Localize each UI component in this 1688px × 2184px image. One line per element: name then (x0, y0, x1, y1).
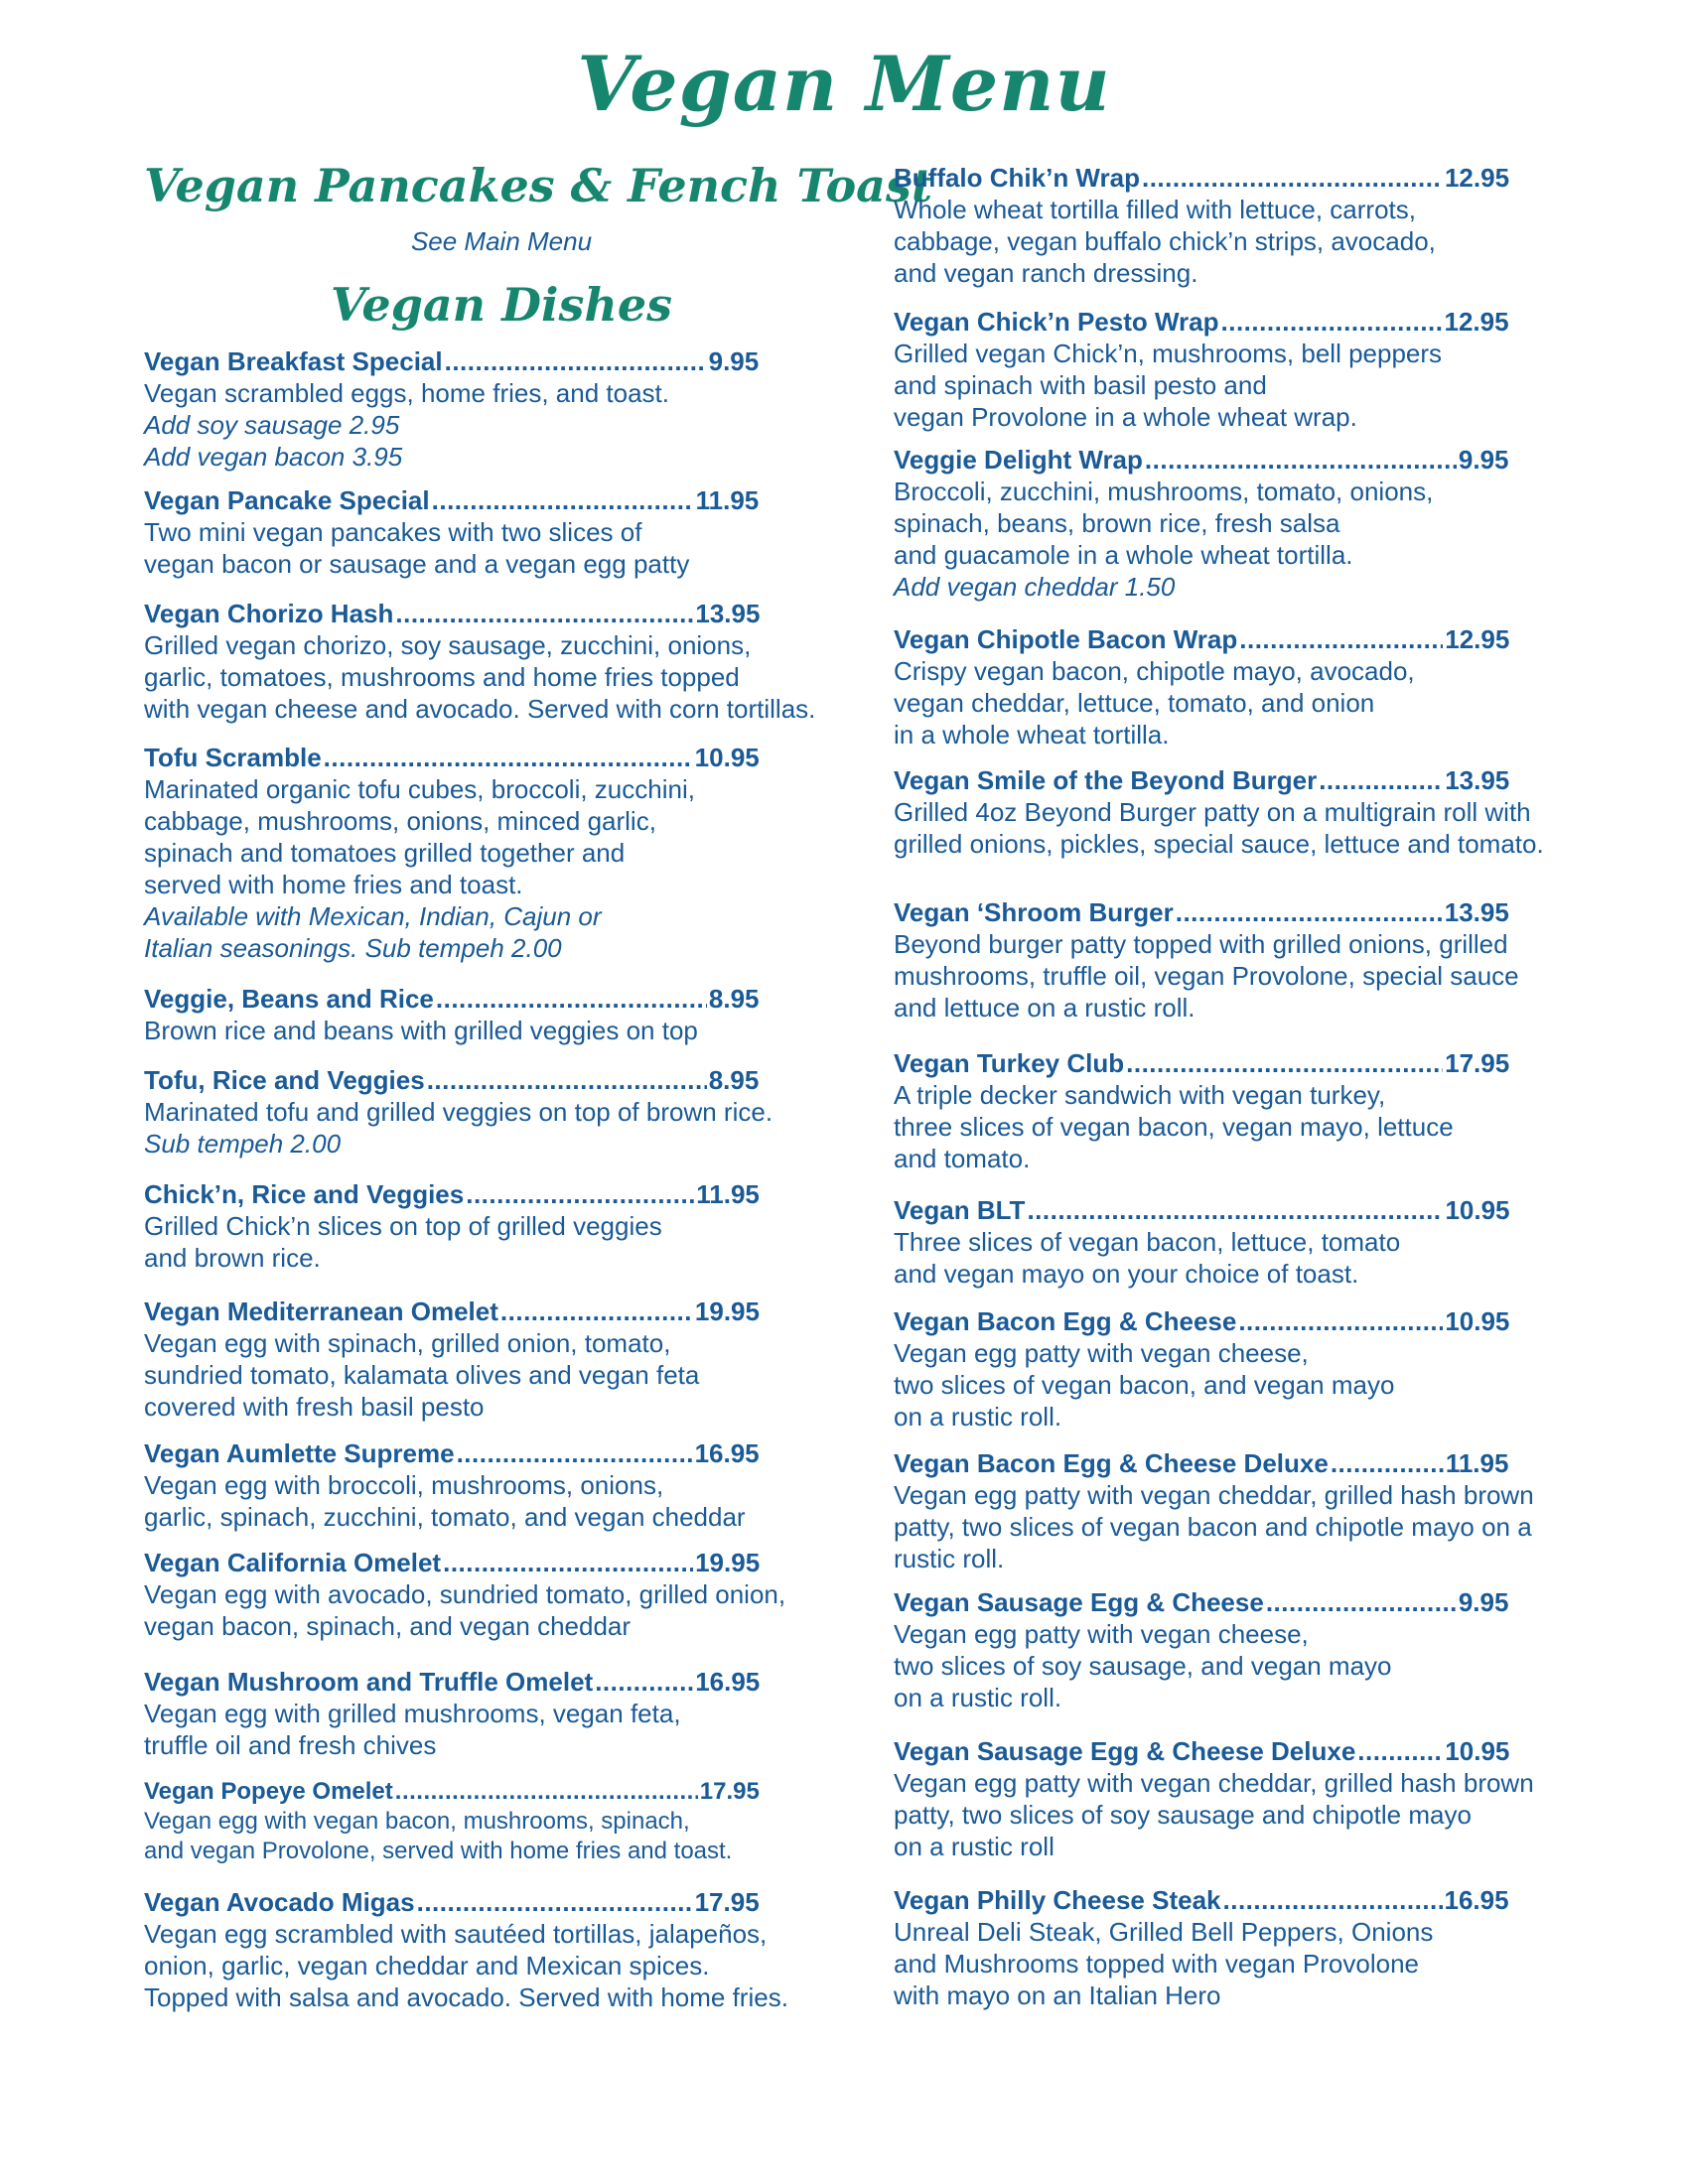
dot-leader (1142, 162, 1443, 194)
menu-item-description: Grilled 4oz Beyond Burger patty on a multigrain roll with (894, 797, 1531, 827)
menu-item-description: Vegan egg patty with vegan cheese, (894, 1619, 1309, 1649)
menu-item-header (894, 1194, 1589, 1226)
menu-item (144, 742, 899, 964)
menu-item-name: Vegan Aumlette Supreme (144, 1438, 455, 1468)
menu-item (144, 1777, 899, 1866)
menu-item-name: Vegan Chick’n Pesto Wrap (894, 307, 1219, 337)
menu-item-header (894, 1447, 1589, 1479)
menu-item-description: Vegan egg with vegan bacon, mushrooms, spinach, (144, 1808, 690, 1835)
dot-leader (445, 345, 707, 377)
menu-item-description: Broccoli, zucchini, mushrooms, tomato, onions, (894, 477, 1434, 506)
menu-item-description: cabbage, mushrooms, onions, minced garlic, (144, 806, 656, 836)
dot-leader (1145, 444, 1457, 476)
menu-item (144, 1437, 899, 1533)
menu-item-description: Grilled vegan chorizo, soy sausage, zucchini, onions, (144, 630, 752, 660)
menu-item-header (144, 598, 899, 629)
menu-item-description: with mayo on an Italian Hero (894, 1980, 1221, 2010)
menu-item-note: Available with Mexican, Indian, Cajun or (144, 901, 602, 931)
menu-item-name: Vegan Bacon Egg & Cheese (894, 1306, 1237, 1336)
menu-item (144, 1547, 899, 1642)
menu-item-header (144, 1777, 899, 1807)
menu-item-description: Vegan egg with avocado, sundried tomato, grilled onion, (144, 1579, 786, 1609)
dot-leader (1221, 306, 1443, 338)
menu-item-name: Vegan Avocado Migas (144, 1887, 415, 1917)
menu-item-name: Veggie, Beans and Rice (144, 984, 434, 1014)
dot-leader (436, 983, 707, 1015)
menu-item (144, 1666, 899, 1761)
menu-item-description: Beyond burger patty topped with grilled onions, grilled (894, 929, 1508, 959)
menu-item (144, 1886, 899, 2013)
menu-item-description: cabbage, vegan buffalo chick’n strips, avocado, (894, 226, 1436, 256)
menu-item-price: 11.95 (696, 1179, 760, 1209)
menu-item-description: Crispy vegan bacon, chipotle mayo, avocado, (894, 656, 1415, 686)
menu-item-description: garlic, spinach, zucchini, tomato, and vegan cheddar (144, 1502, 746, 1532)
menu-item-price: 10.95 (1445, 1195, 1510, 1225)
menu-item-header (894, 306, 1589, 338)
dot-leader (324, 742, 693, 773)
dot-leader (417, 1886, 693, 1918)
menu-item-name: Tofu, Rice and Veggies (144, 1065, 425, 1095)
menu-item-price: 16.95 (694, 1438, 760, 1468)
menu-item-header (894, 1305, 1589, 1337)
menu-item (144, 345, 899, 473)
menu-item-note: Italian seasonings. Sub tempeh 2.00 (144, 933, 562, 963)
menu-item-description: mushrooms, truffle oil, vegan Provolone, special sauce (894, 961, 1519, 991)
menu-item (894, 1194, 1589, 1290)
menu-item-price: 12.95 (1444, 163, 1510, 193)
menu-item-description: onion, garlic, vegan cheddar and Mexican spices. (144, 1951, 710, 1980)
menu-item-description: and vegan Provolone, served with home fries and toast. (144, 1838, 733, 1864)
menu-item-header (144, 484, 899, 516)
menu-item-name: Vegan BLT (894, 1195, 1026, 1225)
menu-item-header (894, 162, 1589, 194)
menu-item (144, 598, 899, 725)
menu-item-name: Buffalo Chik’n Wrap (894, 163, 1140, 193)
menu-item-name: Tofu Scramble (144, 743, 322, 772)
menu-item-description: A triple decker sandwich with vegan turkey, (894, 1080, 1386, 1110)
menu-item (894, 162, 1589, 289)
menu-item-note: Add vegan bacon 3.95 (144, 442, 403, 472)
menu-item-description: patty, two slices of vegan bacon and chipotle mayo on a (894, 1512, 1532, 1542)
menu-item-header (894, 1884, 1589, 1916)
dot-leader (395, 1777, 698, 1807)
menu-item-price: 17.95 (699, 1778, 760, 1805)
menu-item-description: two slices of soy sausage, and vegan mayo (894, 1651, 1392, 1681)
menu-item-price: 11.95 (1445, 1448, 1509, 1478)
menu-item-header (144, 1666, 899, 1698)
menu-item-name: Vegan Mushroom and Truffle Omelet (144, 1667, 594, 1697)
menu-item-name: Vegan Sausage Egg & Cheese Deluxe (894, 1736, 1356, 1766)
menu-item-note: Add soy sausage 2.95 (144, 410, 400, 440)
menu-item-header (894, 1586, 1589, 1618)
menu-item-name: Vegan Mediterranean Omelet (144, 1297, 498, 1326)
dot-leader (1176, 896, 1443, 928)
menu-item-name: Vegan Sausage Egg & Cheese (894, 1587, 1264, 1617)
menu-item-name: Vegan California Omelet (144, 1548, 442, 1577)
menu-item-description: Marinated tofu and grilled veggies on top of brown rice. (144, 1097, 774, 1127)
menu-item-name: Vegan Smile of the Beyond Burger (894, 765, 1318, 795)
menu-item (894, 1884, 1589, 2011)
menu-item (894, 623, 1589, 751)
menu-item-price: 11.95 (695, 485, 760, 515)
menu-item-header (144, 1886, 899, 1918)
menu-item-description: two slices of vegan bacon, and vegan mayo (894, 1370, 1395, 1400)
menu-item-header (144, 742, 899, 773)
menu-item (894, 1586, 1589, 1713)
menu-item (144, 1296, 899, 1423)
dot-leader (500, 1296, 693, 1327)
menu-item-description: patty, two slices of soy sausage and chipotle mayo (894, 1800, 1472, 1830)
menu-item-description: Vegan egg with spinach, grilled onion, tomato, (144, 1328, 671, 1358)
dot-leader (595, 1666, 693, 1698)
menu-item-price: 12.95 (1444, 307, 1509, 337)
menu-item-description: Grilled Chick’n slices on top of grilled veggies (144, 1211, 662, 1241)
menu-item-name: Vegan Popeye Omelet (144, 1778, 393, 1805)
pancakes-note: See Main Menu (410, 226, 593, 256)
menu-item-name: Vegan Chorizo Hash (144, 599, 394, 628)
menu-item-description: with vegan cheese and avocado. Served with corn tortillas. (144, 694, 816, 724)
menu-item-description: truffle oil and fresh chives (144, 1730, 437, 1760)
menu-item-description: and brown rice. (144, 1243, 321, 1273)
menu-item-price: 10.95 (694, 743, 760, 772)
menu-item-name: Chick’n, Rice and Veggies (144, 1179, 465, 1209)
menu-item-header (894, 896, 1589, 928)
menu-item-description: served with home fries and toast. (144, 870, 523, 899)
menu-item-description: Vegan scrambled eggs, home fries, and toast. (144, 378, 669, 408)
menu-item-header (894, 623, 1589, 655)
menu-item-description: vegan bacon or sausage and a vegan egg patty (144, 549, 690, 579)
menu-item-price: 9.95 (1458, 1587, 1509, 1617)
menu-item-price: 12.95 (1445, 624, 1510, 654)
dot-leader (395, 598, 693, 629)
menu-item-price: 9.95 (708, 346, 760, 376)
menu-item (144, 484, 899, 580)
menu-item-header (894, 444, 1589, 476)
menu-item-description: vegan cheddar, lettuce, tomato, and onion (894, 688, 1375, 718)
menu-item-header (144, 1178, 899, 1210)
menu-item-description: and tomato. (894, 1144, 1031, 1173)
menu-item-description: spinach, beans, brown rice, fresh salsa (894, 508, 1340, 538)
menu-item-description: Brown rice and beans with grilled veggies on top (144, 1016, 698, 1045)
dot-leader (1266, 1586, 1457, 1618)
dot-leader (432, 484, 694, 516)
dot-leader (1357, 1735, 1443, 1767)
dishes-heading: Vegan Dishes (330, 278, 673, 332)
page-title: Vegan Menu (577, 40, 1111, 128)
menu-item-description: Unreal Deli Steak, Grilled Bell Peppers, Onions (894, 1917, 1434, 1947)
dot-leader (1238, 1305, 1443, 1337)
menu-item-header (144, 1064, 899, 1096)
menu-item-description: Vegan egg with broccoli, mushrooms, onions, (144, 1470, 664, 1500)
menu-item-price: 8.95 (708, 1065, 760, 1095)
menu-item-description: Two mini vegan pancakes with two slices of (144, 517, 642, 547)
menu-item-price: 13.95 (1444, 897, 1509, 927)
menu-item-price: 17.95 (1445, 1048, 1510, 1078)
dot-leader (427, 1064, 707, 1096)
menu-item-description: on a rustic roll. (894, 1683, 1062, 1712)
menu-item-description: Vegan egg with grilled mushrooms, vegan feta, (144, 1699, 681, 1728)
menu-item-description: and vegan ranch dressing. (894, 258, 1198, 288)
menu-item-header (144, 345, 899, 377)
menu-item-header (144, 1437, 899, 1469)
menu-item-name: Vegan Breakfast Special (144, 346, 443, 376)
dot-leader (443, 1547, 693, 1578)
menu-item-description: and guacamole in a whole wheat tortilla. (894, 540, 1353, 570)
menu-item (894, 306, 1589, 433)
menu-item (894, 1447, 1589, 1574)
menu-item-price: 13.95 (695, 599, 761, 628)
dot-leader (1239, 623, 1443, 655)
menu-item-price: 19.95 (694, 1297, 760, 1326)
dot-leader (1223, 1884, 1443, 1916)
menu-item-price: 10.95 (1445, 1736, 1510, 1766)
menu-item-description: Marinated organic tofu cubes, broccoli, zucchini, (144, 774, 695, 804)
menu-item-name: Vegan Bacon Egg & Cheese Deluxe (894, 1448, 1329, 1478)
menu-item-description: on a rustic roll (894, 1832, 1055, 1861)
menu-item-description: and spinach with basil pesto and (894, 370, 1267, 400)
dot-leader (1126, 1047, 1443, 1079)
menu-item-name: Veggie Delight Wrap (894, 445, 1143, 475)
menu-item (144, 1178, 899, 1274)
menu-item-description: Vegan egg patty with vegan cheddar, grilled hash brown (894, 1768, 1534, 1798)
menu-item-description: in a whole wheat tortilla. (894, 720, 1170, 750)
menu-item-price: 8.95 (708, 984, 760, 1014)
dot-leader (1319, 764, 1443, 796)
menu-item-description: spinach and tomatoes grilled together and (144, 838, 626, 868)
menu-item-header (894, 1735, 1589, 1767)
menu-item-name: Vegan Chipotle Bacon Wrap (894, 624, 1238, 654)
dot-leader (457, 1437, 693, 1469)
menu-item-header (144, 983, 899, 1015)
menu-item-header (144, 1296, 899, 1327)
menu-item-description: garlic, tomatoes, mushrooms and home fries topped (144, 662, 740, 692)
menu-item-description: Grilled vegan Chick’n, mushrooms, bell peppers (894, 339, 1443, 368)
menu-item-description: and lettuce on a rustic roll. (894, 993, 1196, 1023)
menu-item (144, 983, 899, 1046)
menu-item-note: Sub tempeh 2.00 (144, 1129, 342, 1159)
menu-item-description: three slices of vegan bacon, vegan mayo, lettuce (894, 1112, 1454, 1142)
menu-item-description: vegan bacon, spinach, and vegan cheddar (144, 1611, 632, 1641)
menu-item-description: on a rustic roll. (894, 1402, 1062, 1432)
menu-item-description: sundried tomato, kalamata olives and vegan feta (144, 1360, 700, 1390)
menu-item-price: 10.95 (1445, 1306, 1510, 1336)
menu-item-description: Three slices of vegan bacon, lettuce, tomato (894, 1227, 1401, 1257)
menu-item (144, 1064, 899, 1160)
menu-item-name: Vegan Philly Cheese Steak (894, 1885, 1221, 1915)
menu-item-description: Vegan egg scrambled with sautéed tortillas, jalapeños, (144, 1919, 768, 1949)
menu-item-price: 9.95 (1458, 445, 1509, 475)
menu-item-name: Vegan Turkey Club (894, 1048, 1125, 1078)
menu-item-description: Vegan egg patty with vegan cheddar, grilled hash brown (894, 1480, 1534, 1510)
menu-item-header (894, 764, 1589, 796)
menu-item-header (144, 1547, 899, 1578)
menu-item-price: 17.95 (694, 1887, 760, 1917)
menu-item-description: and vegan mayo on your choice of toast. (894, 1259, 1359, 1289)
menu-item-price: 16.95 (1444, 1885, 1509, 1915)
menu-item-description: grilled onions, pickles, special sauce, lettuce and tomato. (894, 829, 1544, 859)
menu-item-description: Topped with salsa and avocado. Served with home fries. (144, 1982, 788, 2012)
dot-leader (1027, 1194, 1443, 1226)
menu-item-description: and Mushrooms topped with vegan Provolone (894, 1949, 1419, 1979)
dot-leader (1331, 1447, 1444, 1479)
menu-item-price: 19.95 (695, 1548, 761, 1577)
menu-item-description: covered with fresh basil pesto (144, 1392, 485, 1422)
menu-item-price: 13.95 (1445, 765, 1510, 795)
menu-item-name: Vegan ‘Shroom Burger (894, 897, 1174, 927)
menu-item (894, 896, 1589, 1024)
menu-item-note: Add vegan cheddar 1.50 (894, 572, 1176, 602)
menu-item-name: Vegan Pancake Special (144, 485, 430, 515)
menu-item-description: Whole wheat tortilla filled with lettuce, carrots, (894, 195, 1416, 224)
menu-item-description: rustic roll. (894, 1544, 1005, 1573)
menu-item (894, 1305, 1589, 1433)
pancakes-heading: Vegan Pancakes & Fench Toast (144, 159, 933, 212)
menu-item-price: 16.95 (695, 1667, 761, 1697)
menu-item-description: Vegan egg patty with vegan cheese, (894, 1338, 1309, 1368)
menu-item-description: vegan Provolone in a whole wheat wrap. (894, 402, 1357, 432)
menu-item-header (894, 1047, 1589, 1079)
menu-item (894, 1047, 1589, 1174)
menu-item (894, 764, 1589, 860)
menu-item (894, 1735, 1589, 1862)
dot-leader (466, 1178, 694, 1210)
menu-item (894, 444, 1589, 603)
